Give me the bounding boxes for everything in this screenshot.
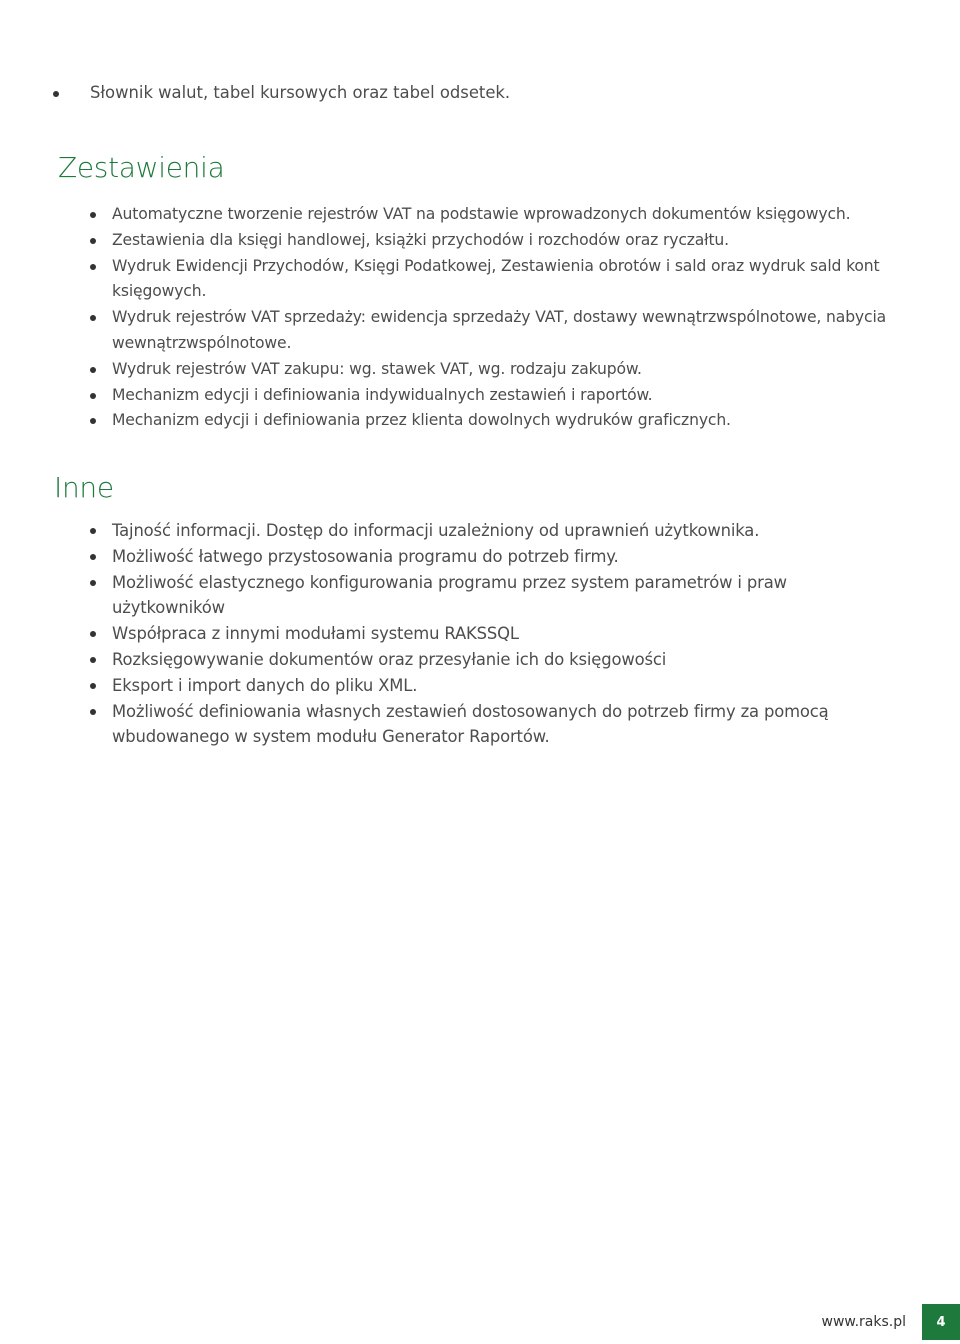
bullet-list [90, 202, 890, 434]
bullet-icon [90, 264, 96, 270]
list-item [90, 699, 870, 751]
list-item [90, 408, 890, 434]
list-item [90, 305, 890, 357]
bullet-icon [90, 315, 96, 321]
bullet-icon [90, 418, 96, 424]
list-item-text: Mechanizm edycji i definiowania przez klienta dowolnych wydruków graficznych. [112, 411, 731, 430]
list-item [90, 357, 890, 383]
section-inne [0, 470, 960, 750]
bullet-icon [90, 580, 96, 586]
list-item-text: Słownik walut, tabel kursowych oraz tabel odsetek. [90, 83, 511, 102]
bullet-icon [90, 528, 96, 534]
list-item [90, 570, 870, 622]
list-item [90, 621, 870, 647]
page-footer [822, 1304, 960, 1340]
bullet-icon [90, 367, 96, 373]
bullet-list [90, 518, 870, 750]
list-item-text: Wydruk rejestrów VAT zakupu: wg. stawek VAT, wg. rodzaju zakupów. [112, 359, 642, 378]
bullet-icon [90, 683, 96, 689]
list-item-text: Mechanizm edycji i definiowania indywidualnych zestawień i raportów. [112, 385, 653, 404]
bullet-icon [90, 631, 96, 637]
list-item [90, 383, 890, 409]
section-zestawienia [0, 150, 960, 434]
list-item [90, 673, 870, 699]
list-item [53, 80, 933, 106]
bullet-icon [90, 393, 96, 399]
list-item [90, 544, 870, 570]
intro-bullet-list [53, 80, 933, 106]
footer-website-link[interactable]: www.raks.pl [821, 1314, 906, 1330]
list-item [90, 228, 890, 254]
list-item-text: Wydruk Ewidencji Przychodów, Księgi Podatkowej, Zestawienia obrotów i sald oraz wydruk sald kont księgowych. [112, 256, 880, 301]
list-item-text: Możliwość łatwego przystosowania programu do potrzeb firmy. [112, 546, 619, 566]
list-item-text: Rozksięgowywanie dokumentów oraz przesyłanie ich do księgowości [112, 649, 667, 669]
list-item [90, 518, 870, 544]
bullet-icon [90, 238, 96, 244]
list-item-text: Współpraca z innymi modułami systemu RAKSSQL [112, 624, 519, 644]
list-item-text: Zestawienia dla księgi handlowej, książki przychodów i rozchodów oraz ryczałtu. [112, 230, 729, 249]
bullet-icon [90, 709, 96, 715]
page-number-badge: 4 [922, 1304, 960, 1340]
list-item-text: Eksport i import danych do pliku XML. [112, 675, 418, 695]
list-item-text: Automatyczne tworzenie rejestrów VAT na podstawie wprowadzonych dokumentów księgowych. [112, 205, 851, 223]
bullet-icon [90, 212, 96, 218]
bullet-icon [53, 91, 59, 97]
bullet-icon [90, 554, 96, 560]
list-item [90, 254, 890, 306]
list-item-text: Możliwość definiowania własnych zestawień dostosowanych do potrzeb firmy za pomocą wbudowanego w system modułu Generator Raportów. [112, 701, 829, 747]
list-item [90, 202, 890, 228]
bullet-icon [90, 657, 96, 663]
section-heading: Zestawienia [58, 151, 225, 184]
list-item-text: Możliwość elastycznego konfigurowania programu przez system parametrów i praw użytkowników [112, 572, 787, 618]
section-heading: Inne [54, 471, 114, 504]
list-item-text: Wydruk rejestrów VAT sprzedaży: ewidencja sprzedaży VAT, dostawy wewnątrzwspólnotowe, nabycia wewnątrzwspólnotowe. [112, 308, 887, 352]
list-item [90, 647, 870, 673]
list-item-text: Tajność informacji. Dostęp do informacji uzależniony od uprawnień użytkownika. [112, 521, 760, 540]
